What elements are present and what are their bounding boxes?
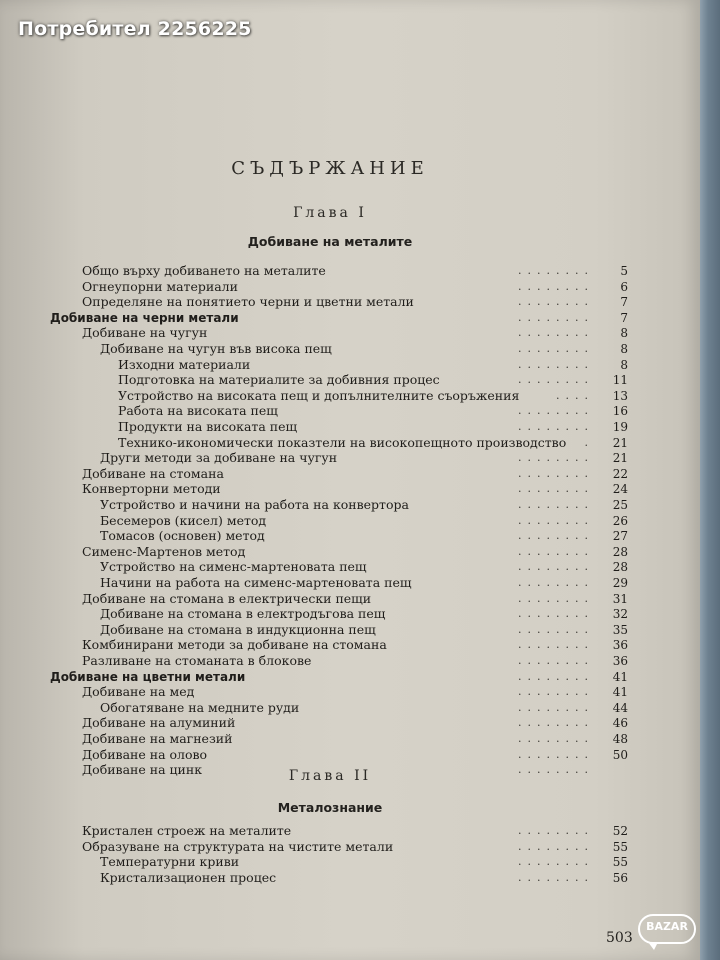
toc-entry-page: 7 bbox=[620, 295, 628, 310]
toc-entry-title: Добиване на цинк bbox=[82, 762, 203, 778]
toc-entry-page: 35 bbox=[612, 622, 628, 637]
toc-leader-dots: ........ bbox=[518, 622, 594, 636]
toc-entry-page: 29 bbox=[612, 576, 628, 590]
bazar-logo bbox=[638, 914, 698, 954]
toc-entry-title: Добиване на цветни метали bbox=[50, 669, 246, 684]
toc-entry-page: 46 bbox=[612, 716, 628, 731]
toc-leader-dots: ........ bbox=[518, 295, 594, 309]
toc-entry-title: Определяне на понятието черни и цветни метали bbox=[82, 294, 414, 310]
toc-entry-title: Добиване на олово bbox=[82, 746, 208, 762]
toc-entry-page: 19 bbox=[612, 420, 628, 434]
toc-entry-title: Огнеупорни материали bbox=[82, 278, 238, 294]
toc-leader-dots: ........ bbox=[518, 544, 594, 558]
toc-leader-dots: ........ bbox=[518, 654, 594, 667]
toc-entry-title: Устройство на сименс-мартеновата пещ bbox=[100, 559, 367, 575]
toc-leader-dots: ........ bbox=[518, 420, 594, 433]
toc-entry-title: Обогатяване на медните руди bbox=[100, 699, 300, 715]
toc-entry-title: Устройство на високата пещ и допълнителните съоръжения bbox=[118, 387, 520, 403]
toc-entry-title: Добиване на стомана в електродъгова пещ bbox=[100, 606, 386, 622]
toc-entry-page: 24 bbox=[612, 482, 628, 497]
toc-leader-dots: ........ bbox=[518, 264, 594, 277]
toc-entry-page: 36 bbox=[612, 638, 628, 653]
toc-entry-page: 55 bbox=[612, 855, 628, 869]
toc-entry-title: Изходни материали bbox=[118, 356, 251, 372]
toc-leader-dots: ........ bbox=[518, 747, 594, 761]
toc-leader-dots: ........ bbox=[518, 855, 594, 868]
toc-leader-dots: ........ bbox=[518, 513, 594, 527]
toc-leader-dots: ........ bbox=[518, 591, 594, 605]
toc-leader-dots: ........ bbox=[518, 466, 594, 480]
toc-leader-dots: ........ bbox=[518, 529, 594, 543]
page-number: 503 bbox=[606, 930, 633, 946]
toc-leader-dots: ........ bbox=[518, 342, 594, 355]
toc-leader-dots: ........ bbox=[518, 839, 594, 853]
toc-entry-title: Конверторни методи bbox=[82, 481, 221, 497]
chapter-1-label: Глава I bbox=[293, 205, 367, 221]
toc-entry-page: 27 bbox=[612, 529, 628, 544]
toc-entry-title: Кристален строеж на металите bbox=[82, 823, 292, 838]
toc-entry-title: Добиване на черни метали bbox=[50, 310, 239, 325]
toc-entry bbox=[100, 869, 628, 887]
toc-entry-title: Образуване на структурата на чистите метали bbox=[82, 838, 394, 854]
toc-entry-page: 41 bbox=[612, 669, 628, 684]
toc-leader-dots: ........ bbox=[518, 560, 594, 574]
toc-entry-title: Добиване на стомана в индукционна пещ bbox=[100, 621, 376, 637]
toc-entry-page: 55 bbox=[612, 839, 628, 854]
toc-entry-title: Томасов (основен) метод bbox=[100, 528, 265, 544]
toc-leader-dots: ........ bbox=[518, 373, 594, 387]
page-edge-background bbox=[700, 0, 720, 960]
toc-entry-page: 28 bbox=[612, 544, 628, 559]
toc-leader-dots: ........ bbox=[518, 824, 594, 837]
toc-entry-page: 25 bbox=[612, 498, 628, 512]
toc-leader-dots: ........ bbox=[518, 638, 594, 652]
toc-leader-dots: ........ bbox=[518, 607, 594, 621]
toc-leader-dots: ........ bbox=[518, 326, 594, 340]
toc-entry-title: Работа на високата пещ bbox=[118, 403, 278, 419]
toc-leader-dots: ........ bbox=[518, 310, 594, 324]
toc-entry-page: 8 bbox=[620, 326, 628, 341]
user-watermark: Потребител 2256225 bbox=[18, 18, 252, 40]
toc-entry-page: 32 bbox=[612, 607, 628, 622]
chapter-2-label: Глава II bbox=[288, 768, 372, 784]
toc-entry-title: Бесемеров (кисел) метод bbox=[100, 512, 267, 528]
toc-leader-dots: ........ bbox=[518, 576, 594, 589]
toc-entry-page: 21 bbox=[612, 451, 628, 466]
toc-leader-dots: . bbox=[584, 435, 594, 449]
toc-entry-page: 22 bbox=[612, 466, 628, 481]
toc-leader-dots: ........ bbox=[518, 451, 594, 465]
toc-entry-page: 13 bbox=[612, 388, 628, 403]
contents-title: СЪДЪРЖАНИЕ bbox=[231, 158, 429, 179]
toc-leader-dots: ........ bbox=[518, 669, 594, 683]
toc-entry-title: Технико-икономически показтели на високопещното производство bbox=[118, 434, 567, 450]
toc-entry-page: 8 bbox=[620, 357, 628, 372]
toc-entry-page: 48 bbox=[612, 732, 628, 746]
toc-entry-page: 52 bbox=[612, 824, 628, 838]
toc-leader-dots: ........ bbox=[518, 357, 594, 371]
toc-entry-title: Добиване на чугун във висока пещ bbox=[100, 341, 332, 356]
chapter-1-subtitle: Добиване на металите bbox=[247, 234, 413, 249]
toc-leader-dots: ........ bbox=[518, 870, 594, 884]
toc-leader-dots: ........ bbox=[518, 498, 594, 511]
toc-entry-title: Подготовка на материалите за добивния процес bbox=[118, 372, 440, 388]
toc-entry-page: 31 bbox=[612, 591, 628, 606]
toc-leader-dots: ........ bbox=[518, 763, 594, 777]
toc-leader-dots: ........ bbox=[518, 716, 594, 730]
chapter-2-subtitle: Металознание bbox=[277, 800, 383, 815]
toc-entry-page: 7 bbox=[620, 310, 628, 325]
toc-entry-title: Комбинирани методи за добиване на стомана bbox=[82, 637, 387, 653]
toc-entry-page: 26 bbox=[612, 513, 628, 528]
toc-entry-page: 56 bbox=[612, 870, 628, 885]
toc-leader-dots: .... bbox=[556, 388, 594, 402]
toc-entry-page: 41 bbox=[612, 685, 628, 700]
toc-entry-title: Устройство и начини на работа на конвертора bbox=[100, 497, 409, 512]
toc-entry-title: Добиване на стомана в електрически пещи bbox=[82, 590, 372, 606]
toc-leader-dots: ........ bbox=[518, 700, 594, 714]
toc-entry-title: Добиване на стомана bbox=[82, 465, 224, 481]
toc-entry-title: Други методи за добиване на чугун bbox=[100, 450, 338, 466]
toc-entry-title: Продукти на високата пещ bbox=[118, 419, 298, 434]
toc-entry-page: 21 bbox=[612, 435, 628, 450]
toc-leader-dots: ........ bbox=[518, 404, 594, 418]
toc-entry-page: 8 bbox=[620, 342, 628, 356]
toc-leader-dots: ........ bbox=[518, 482, 594, 496]
toc-entry-title: Разливане на стоманата в блокове bbox=[82, 653, 312, 668]
toc-entry-title: Начини на работа на сименс-мартеновата пещ bbox=[100, 575, 412, 590]
logo-text: BAZAR bbox=[646, 920, 688, 933]
toc-entry-page: 28 bbox=[612, 560, 628, 575]
toc-entry-title: Температурни криви bbox=[100, 854, 240, 869]
toc-entry-title: Добиване на чугун bbox=[82, 325, 208, 341]
toc-entry-page: 5 bbox=[620, 264, 628, 278]
toc-entry-page: 36 bbox=[612, 654, 628, 668]
toc-entry-title: Кристализационен процес bbox=[100, 869, 277, 885]
toc-entry-page: 11 bbox=[612, 373, 628, 388]
toc-entry-page: 44 bbox=[612, 700, 628, 715]
toc-entry-page: 16 bbox=[612, 404, 628, 419]
toc-entry-title: Добиване на мед bbox=[82, 684, 195, 700]
toc-entry-page: 6 bbox=[620, 279, 628, 294]
toc-leader-dots: ........ bbox=[518, 732, 594, 745]
toc-entry-title: Добиване на магнезий bbox=[82, 731, 233, 746]
toc-entry-title: Сименс-Мартенов метод bbox=[82, 543, 246, 559]
toc-leader-dots: ........ bbox=[518, 685, 594, 699]
toc-leader-dots: ........ bbox=[518, 279, 594, 293]
toc-entry-title: Добиване на алуминий bbox=[82, 715, 236, 731]
toc-entry-page: 50 bbox=[612, 747, 628, 762]
toc-entry-title: Общо върху добиването на металите bbox=[82, 263, 326, 278]
